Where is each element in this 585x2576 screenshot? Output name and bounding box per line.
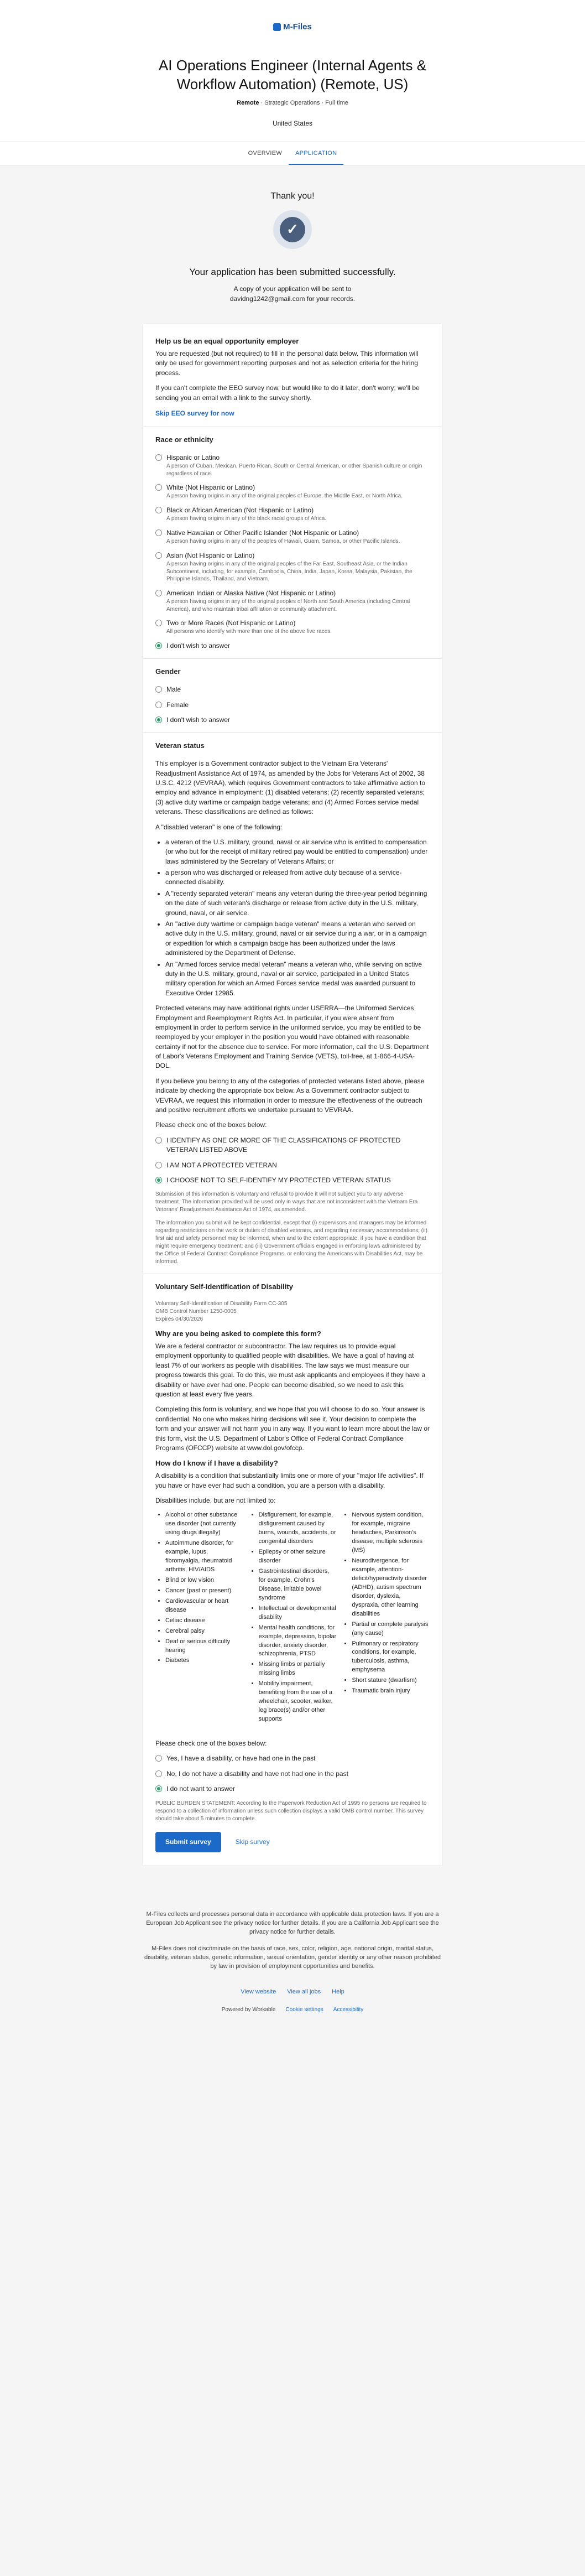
tab-application[interactable]: APPLICATION — [289, 142, 343, 165]
success-message: Your application has been submitted successfully. — [189, 266, 396, 277]
radio-icon[interactable] — [155, 454, 162, 461]
radio-icon[interactable] — [155, 702, 162, 708]
tabs — [0, 141, 585, 165]
radio-checked-icon[interactable] — [155, 716, 162, 723]
eeo-title: Help us be an equal opportunity employer — [155, 337, 299, 346]
disability-option[interactable]: No, I do not have a disability and have not had one in the past — [155, 1769, 430, 1779]
race-option[interactable]: American Indian or Alaska Native (Not Hispanic or Latino) A person having origins in any of the original peoples of North and South America (including Central America), and who maintain tribal affiliation or community attachment. — [155, 589, 430, 613]
confirmation — [0, 165, 585, 304]
radio-icon[interactable] — [155, 590, 162, 596]
race-option[interactable]: Two or More Races (Not Hispanic or Latino) All persons who identify with more than one of the above five races. — [155, 619, 430, 636]
job-location: United States — [272, 120, 313, 128]
veteran-option[interactable]: I IDENTIFY AS ONE OR MORE OF THE CLASSIFICATIONS OF PROTECTED VETERAN LISTED ABOVE — [155, 1136, 430, 1155]
job-meta: Remote · Strategic Operations · Full time — [237, 100, 348, 107]
company-logo[interactable]: M-Files — [273, 21, 312, 33]
gender-title: Gender — [155, 667, 181, 676]
radio-checked-icon[interactable] — [155, 1177, 162, 1183]
radio-icon[interactable] — [155, 507, 162, 513]
veteran-list: • a veteran of the U.S. military, ground, naval or air service who is entitled to compensation (or who but for the receipt of military retired pay would be entitled to compensation) under laws administered by the Secretary of Veterans Affairs; or • a person who was discharged or released from active duty because of a service-connected disability. • A "recently separated veteran" means any veteran during the three-year period beginning on the date of such veteran's discharge or release from active duty in the U.S. military, ground, naval, or air service. • An "active duty wartime or campaign badge veteran" means a veteran who served on active duty in the U.S. military, ground, naval or air service during a war, or in a campaign or expedition for which a campaign badge has been authorized under the laws administered by the Department of Defense. • An "Armed forces service medal veteran" means a veteran who, while serving on active duty in the U.S. military, ground, naval or air service, participated in a United States military operation for which an Armed Forces service medal was awarded pursuant to Executive Order 12985. — [155, 838, 430, 998]
veteran-title: Veteran status — [155, 741, 205, 750]
submit-survey-button[interactable]: Submit survey — [155, 1832, 221, 1852]
radio-icon[interactable] — [155, 484, 162, 491]
eeo-survey-card: Help us be an equal opportunity employer You are requested (but not required) to fill in the personal data below. This information will only be used for government reporting purposes and not as selection criteria for the hiring process. If you can't complete the EEO survey now, but would like to do it later, don't worry; we'll be sending you an email with a link to the survey shortly. Skip EEO survey for now Race or ethnicity Hispanic or Latino A person of Cuban, Mexican, Puerto Rican, South or Central American, or other Spanish culture or origin regardless of race. White (Not Hispanic or Latino) A person having origins in any of the original peoples of Europe, the Middle East, or North Africa. Black or African American (Not Hispanic or Latino) A person having origins in any of the black racial groups of Africa. Native Hawaiian or Other Pacific Islander (Not Hispanic or Latino) A person having origins in any of the peoples of Hawaii, Guam, Samoa, or other Pacific Islands. Asian (Not Hispanic or Latino) A person having origins in any of the original peoples of the Far East, Southeast Asia, or the Indian Subcontinent, including, for example, Cambodia, China, India, Japan, Korea, Malaysia, Pakistan, the Philippine Islands, Thailand, and Vietnam. American Indian or Alaska Native (Not Hispanic or Latino) A person having origins in any of the original peoples of North and South America (including Central America), and who maintain tribal affiliation or community attachment. Two or More Races (Not Hispanic or Latino) All persons who identify with more than one of the above five races. I don't wish to answer Gender Male Female I don't wish to answer Veteran status This employer is a Government contractor subject to the Vietnam Era Veterans' Readjustment Assistance Act of 1974, as amended by the Jobs for Veterans Act of 2002, 38 U.S.C. 4212 (VEVRAA), which requires Government contractors to take affirmative action to employ and advance in employment: (1) disabled veterans; (2) recently separated veterans; (3) active duty wartime or campaign badge veterans; and (4) Armed Forces service medal veterans. These classifications are defined as follows: A "disabled veteran" is one of the following: • a veteran of the U.S. military, ground, naval or air service who is entitled to compensation (or who but for the receipt of military retired pay would be entitled to compensation) under laws administered by the Secretary of Veterans Affairs; or • a person who was discharged or released from active duty because of a service-connected disability. • A "recently separated veteran" means any veteran during the three-year period beginning on the date of such veteran's discharge or release from active duty in the U.S. military, ground, naval, or air service. • An "active duty wartime or campaign badge veteran" means a veteran who served on active duty in the U.S. military, ground, naval or air service during a war, or in a campaign or expedition for which a campaign badge has been authorized under the laws administered by the Department of Defense. • An "Armed forces service medal veteran" means a veteran who, while serving on active duty in the U.S. military, ground, naval or air service, participated in a United States military operation for which an Armed Forces service medal was awarded pursuant to Executive Order 12985. Protected veterans may have additional rights under USERRA—the Uniformed Services Employment and Reemployment Rights Act. In particular, if you were absent from employment in order to perform service in the uniformed service, you may be entitled to be reemployed by your employer in the position you would have obtained with reasonable certainty if not for the absence due to service. For more information, call the U.S. Department of Labor's Veterans Employment and Training Service (VETS), toll-free, at 1-866-4-USA-DOL. If you believe you belong to any of the categories of protected veterans listed above, please indicate by checking the appropriate box below. As a Government contractor subject to VEVRAA, we request this information in order to measure the effectiveness of the outreach and positive recruitment efforts we undertake pursuant to VEVRAA. Please check one of the boxes below: I IDENTIFY AS ONE OR MORE OF THE CLASSIFICATIONS OF PROTECTED VETERAN LISTED ABOVE I AM NOT A PROTECTED VETERAN I CHOOSE NOT TO SELF-IDENTIFY MY PROTECTED VETERAN STATUS Submission of this information is voluntary and refusal to provide it will not subject you to any adverse treatment. The information provided will be used only in ways that are not inconsistent with the Vietnam Era Veterans' Readjustment Assistance Act of 1974, as amended. The information you submit will be kept confidential, except that (i) supervisors and managers may be informed regarding restrictions on the work or duties of disabled veterans, and regarding necessary accommodations; (ii) first aid and safety personnel may be informed, when and to the extent appropriate, if you have a condition that might require emergency treatment; and (iii) Government officials engaged in enforcing laws administered by the Office of Federal Contract Compliance Programs, or enforcing the Americans with Disabilities Act, may be informed. Voluntary Self-Identification of Disability Voluntary Self-Identification of Disability Form CC-305 OMB Control Number 1250-0005 Expires 04/30/2026 Why are you being asked to complete this form? We are a federal contractor or subcontractor. The law requires us to provide equal employment opportunity to qualified people with disabilities. We have a goal of having at least 7% of our workers as people with disabilities. The law says we must measure our progress towards this goal. To do this, we must ask applicants and employees if they have a disability or have ever had one. People can become disabled, so we need to ask this question at least every five years. Completing this form is voluntary, and we hope that you will choose to do so. Your answer is confidential. No one who makes hiring decisions will see it. Your decision to complete the form and your answer will not harm you in any way. If you want to learn more about the law or this form, visit the U.S. Department of Labor's Office of Federal Contract Compliance Programs (OFCCP) website at www.dol.gov/ofccp. How do I know if I have a disability? A disability is a condition that substantially limits one or more of your "major life activities". If you have or have ever had such a condition, you are a person with a disability. Disabilities include, but are not limited to: • Alcohol or other substance use disorder (not currently using drugs illegally) • Autoimmune disorder, for example, lupus, fibromyalgia, rheumatoid arthritis, HIV/AIDS • Blind or low vision • Cancer (past or present) • Cardiovascular or heart disease • Celiac disease • Cerebral palsy • Deaf or serious difficulty hearing • Diabetes • Disfigurement, for example, disfigurement caused by burns, wounds, accidents, or congenital disorders • Epilepsy or other seizure disorder • Gastrointestinal disorders, for example, Crohn's Disease, irritable bowel syndrome • Intellectual or developmental disability • Mental health conditions, for example, depression, bipolar disorder, anxiety disorder, schizophrenia, PTSD • Missing limbs or partially missing limbs • Mobility impairment, benefiting from the use of a wheelchair, scooter, walker, leg brace(s) and/or other supports • Nervous system condition, for example, migraine headaches, Parkinson's disease, multiple sclerosis (MS) • Neurodivergence, for example, attention-deficit/hyperactivity disorder (ADHD), autism spectrum disorder, dyslexia, dyspraxia, other learning disabilities • Partial or complete paralysis (any cause) • Pulmonary or respiratory conditions, for example, tuberculosis, asthma, emphysema • Short stature (dwarfism) • Traumatic brain injury Please check one of the boxes below: Yes, I have a disability, or have had one in the past No, I do not have a disability and have not had one in the past I do not want to answer PUBLIC BURDEN STATEMENT: According to the Paperwork Reduction Act of 1995 no persons are required to respond to a collection of information unless such collection displays a valid OMB control number. This survey should take about 5 minutes to complete. Submit survey Skip survey — [143, 324, 442, 1866]
disability-option[interactable]: Yes, I have a disability, or have had one in the past — [155, 1754, 430, 1763]
radio-icon[interactable] — [155, 1137, 162, 1144]
radio-icon[interactable] — [155, 1770, 162, 1777]
radio-icon[interactable] — [155, 552, 162, 559]
copy-note: A copy of your application will be sent to davidng1242@gmail.com for your records. — [229, 285, 356, 303]
cookie-settings-link[interactable]: Cookie settings — [285, 2007, 323, 2013]
skip-eeo-link[interactable]: Skip EEO survey for now — [155, 409, 234, 417]
radio-checked-icon[interactable] — [155, 642, 162, 649]
view-website-link[interactable]: View website — [241, 1988, 276, 1995]
radio-icon[interactable] — [155, 529, 162, 536]
radio-checked-icon[interactable] — [155, 1785, 162, 1792]
logo-icon — [273, 23, 281, 31]
race-option[interactable]: Hispanic or Latino A person of Cuban, Mexican, Puerto Rican, South or Central American, or other Spanish culture or origin regardless of race. — [155, 453, 430, 477]
radio-icon[interactable] — [155, 620, 162, 626]
race-option[interactable]: Asian (Not Hispanic or Latino) A person having origins in any of the original peoples of the Far East, Southeast Asia, or the Indian Subcontinent, including, for example, Cambodia, China, India, Japan, Korea, Malaysia, Pakistan, the Philippine Islands, Thailand, and Vietnam. — [155, 551, 430, 583]
disability-option[interactable]: I do not want to answer — [155, 1784, 430, 1794]
race-title: Race or ethnicity — [155, 435, 213, 444]
thanks-heading: Thank you! — [270, 191, 315, 201]
powered-by[interactable]: Powered by Workable — [221, 2007, 276, 2013]
race-option[interactable]: Native Hawaiian or Other Pacific Islander (Not Hispanic or Latino) A person having origins in any of the peoples of Hawaii, Guam, Samoa, or other Pacific Islands. — [155, 528, 430, 546]
job-title: AI Operations Engineer (Internal Agents & Workflow Automation) (Remote, US) — [158, 56, 427, 92]
page-footer: M-Files collects and processes personal data in accordance with applicable data protection laws. If you are a European Job Applicant see the privacy notice for further details. If you are a California Job Applicant see the privacy notice for further details. M-Files does not discriminate on the basis of race, sex, color, religion, age, national origin, marital status, disability, veteran status, genetic information, sexual orientation, gender identity or any other reason prohibited by law in provision of employment opportunities and benefits. View website View all jobs Help Powered by Workable Cookie settings Accessibility — [143, 1866, 442, 2014]
race-option[interactable]: Black or African American (Not Hispanic or Latino) A person having origins in any of the black racial groups of Africa. — [155, 506, 430, 523]
race-options — [155, 453, 430, 651]
race-option[interactable]: I don't wish to answer — [155, 641, 430, 651]
page-header — [0, 0, 585, 165]
skip-survey-link[interactable]: Skip survey — [235, 1837, 270, 1846]
radio-icon[interactable] — [155, 1755, 162, 1762]
radio-icon[interactable] — [155, 686, 162, 693]
gender-option[interactable]: I don't wish to answer — [155, 715, 430, 725]
disability-list: • Alcohol or other substance use disorder (not currently using drugs illegally) • Autoimmune disorder, for example, lupus, fibromyalgia, rheumatoid arthritis, HIV/AIDS • Blind or low vision • Cancer (past or present) • Cardiovascular or heart disease • Celiac disease • Cerebral palsy • Deaf or serious difficulty hearing • Diabetes • Disfigurement, for example, disfigurement caused by burns, wounds, accidents, or congenital disorders • Epilepsy or other seizure disorder • Gastrointestinal disorders, for example, Crohn's Disease, irritable bowel syndrome • Intellectual or developmental disability • Mental health conditions, for example, depression, bipolar disorder, anxiety disorder, schizophrenia, PTSD • Missing limbs or partially missing limbs • Mobility impairment, benefiting from the use of a wheelchair, scooter, walker, leg brace(s) and/or other supports • Nervous system condition, for example, migraine headaches, Parkinson's disease, multiple sclerosis (MS) • Neurodivergence, for example, attention-deficit/hyperactivity disorder (ADHD), autism spectrum disorder, dyslexia, dyspraxia, other learning disabilities • Partial or complete paralysis (any cause) • Pulmonary or respiratory conditions, for example, tuberculosis, asthma, emphysema • Short stature (dwarfism) • Traumatic brain injury — [155, 1511, 430, 1731]
help-link[interactable]: Help — [332, 1988, 344, 1995]
success-check-icon: ✓ — [273, 210, 312, 249]
gender-option[interactable]: Male — [155, 685, 430, 694]
tab-overview[interactable]: OVERVIEW — [248, 149, 283, 157]
view-all-jobs-link[interactable]: View all jobs — [287, 1988, 321, 1995]
accessibility-link[interactable]: Accessibility — [333, 2007, 364, 2013]
veteran-option[interactable]: I CHOOSE NOT TO SELF-IDENTIFY MY PROTECTED VETERAN STATUS — [155, 1176, 430, 1185]
radio-icon[interactable] — [155, 1162, 162, 1168]
disability-title: Voluntary Self-Identification of Disability — [155, 1282, 293, 1291]
gender-option[interactable]: Female — [155, 700, 430, 710]
race-option[interactable]: White (Not Hispanic or Latino) A person having origins in any of the original peoples of Europe, the Middle East, or North Africa. — [155, 483, 430, 500]
veteran-option[interactable]: I AM NOT A PROTECTED VETERAN — [155, 1161, 430, 1170]
